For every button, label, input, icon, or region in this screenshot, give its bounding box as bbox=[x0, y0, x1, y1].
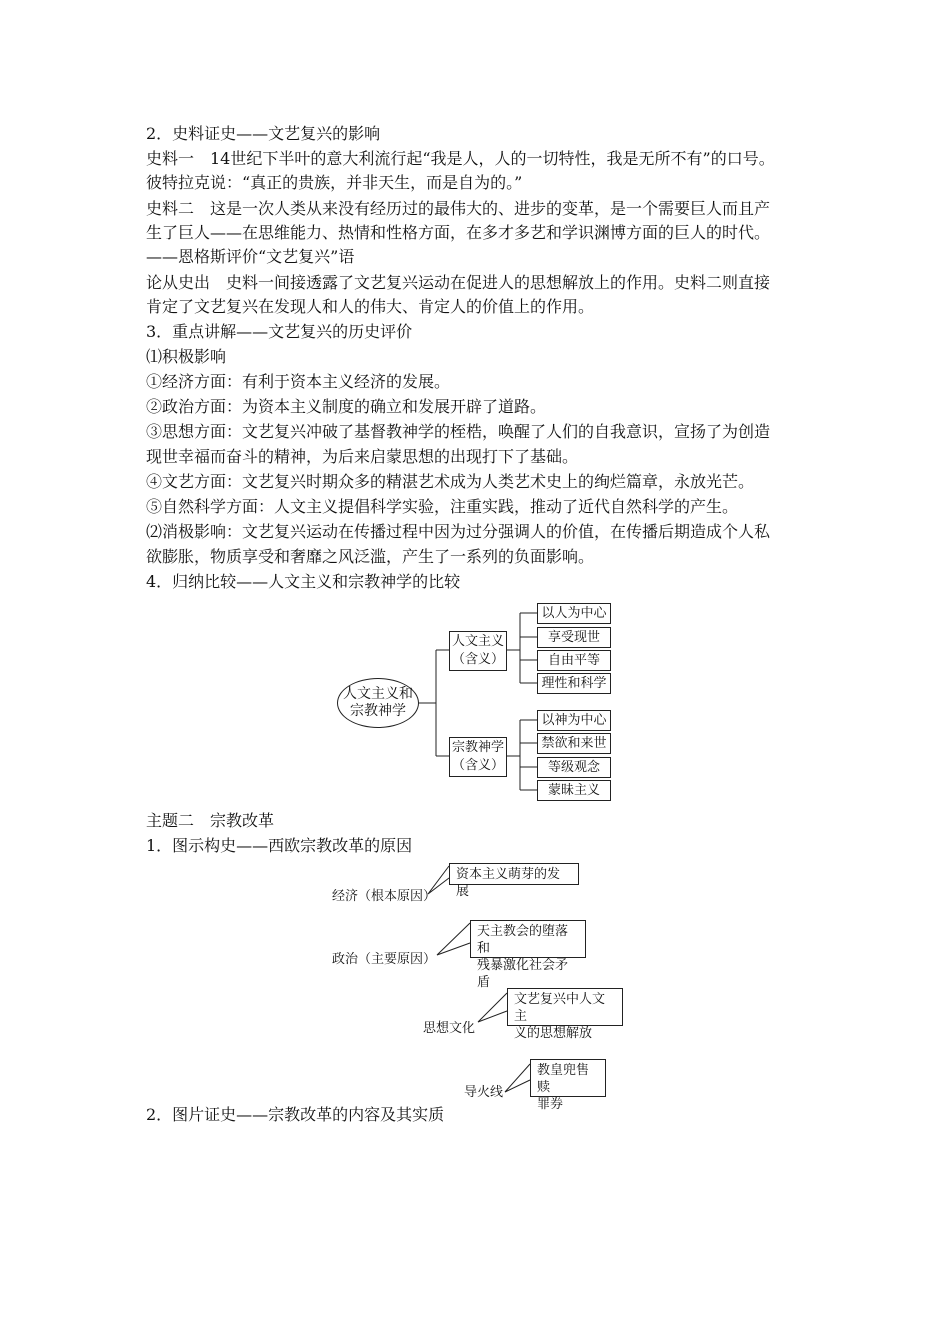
cause-culture-label: 思想文化 bbox=[423, 1021, 476, 1036]
section-title: 主题二 宗教改革 bbox=[146, 811, 275, 830]
cause-culture-text2: 义的思想解放 bbox=[514, 1026, 593, 1041]
humanism-item: 享受现世 bbox=[537, 627, 611, 648]
cause-culture-text1: 文艺复兴中人文主 bbox=[514, 992, 606, 1024]
humanism-item: 以人为中心 bbox=[537, 603, 611, 624]
negative-line2: 欲膨胀，物质享受和奢靡之风泛滥，产生了一系列的负面影响。 bbox=[146, 547, 595, 566]
negative-line1: ⑵消极影响：文艺复兴运动在传播过程中因为过分强调人的价值，在传播后期造成个人私 bbox=[146, 522, 771, 541]
positive-economy: ①经济方面：有利于资本主义经济的发展。 bbox=[146, 372, 451, 391]
humanism-item: 理性和科学 bbox=[537, 673, 611, 694]
theology-item: 禁欲和来世 bbox=[537, 733, 611, 754]
humanism-item: 自由平等 bbox=[537, 650, 611, 671]
theology-item: 蒙昧主义 bbox=[537, 780, 611, 801]
heading-picture-evidence: 2．图片证史——宗教改革的内容及其实质 bbox=[146, 1105, 445, 1124]
positive-thought-line2: 现世幸福而奋斗的精神，为后来启蒙思想的出现打下了基础。 bbox=[146, 447, 579, 466]
positive-science: ⑤自然科学方面：人文主义提倡科学实验，注重实践，推动了近代自然科学的产生。 bbox=[146, 497, 739, 516]
conclusion-line2: 肯定了文艺复兴在发现人和人的伟大、肯定人的价值上的作用。 bbox=[146, 297, 595, 316]
cause-politics-text1: 天主教会的堕落和 bbox=[477, 924, 569, 956]
theology-sublabel: （含义） bbox=[451, 758, 504, 773]
cause-trigger-text2: 罪券 bbox=[537, 1097, 564, 1112]
positive-heading: ⑴积极影响 bbox=[146, 347, 227, 366]
cause-trigger-label: 导火线 bbox=[464, 1085, 504, 1100]
source-two-line1: 史料二 这是一次人类从来没有经历过的最伟大的、进步的变革，是一个需要巨人而且产 bbox=[146, 199, 771, 218]
cause-politics-label: 政治（主要原因） bbox=[332, 952, 437, 967]
source-two-attribution: ——恩格斯评价“文艺复兴”语 bbox=[146, 247, 355, 266]
root-node-line1: 人文主义和 bbox=[343, 686, 413, 702]
conclusion-line1: 论从史出 史料一间接透露了文艺复兴运动在促进人的思想解放上的作用。史料二则直接 bbox=[146, 273, 771, 292]
cause-politics-box bbox=[470, 920, 586, 990]
source-one-line1: 史料一 14世纪下半叶的意大利流行起“我是人，人的一切特性，我是无所不有”的口号。 bbox=[146, 149, 775, 168]
cause-culture-box bbox=[507, 988, 623, 1041]
theology-item: 等级观念 bbox=[537, 757, 611, 778]
cause-politics-text2: 残暴激化社会矛盾 bbox=[477, 958, 569, 990]
cause-economy-box bbox=[449, 863, 579, 899]
positive-politics: ②政治方面：为资本主义制度的确立和发展开辟了道路。 bbox=[146, 397, 547, 416]
cause-trigger-box bbox=[530, 1059, 606, 1112]
heading-comparison: 4．归纳比较——人文主义和宗教神学的比较 bbox=[146, 572, 461, 591]
section-subtitle: 1．图示构史——西欧宗教改革的原因 bbox=[146, 836, 413, 855]
theology-item: 以神为中心 bbox=[537, 710, 611, 731]
heading-evaluation: 3．重点讲解——文艺复兴的历史评价 bbox=[146, 322, 413, 341]
cause-economy-label: 经济（根本原因） bbox=[332, 889, 437, 904]
theology-label: 宗教神学 bbox=[451, 740, 504, 755]
humanism-label: 人文主义 bbox=[451, 634, 504, 649]
root-node-line2: 宗教神学 bbox=[350, 703, 406, 719]
cause-trigger-text1: 教皇兜售赎 bbox=[537, 1063, 590, 1095]
heading-sources: 2．史料证史——文艺复兴的影响 bbox=[146, 124, 381, 143]
source-two-line2: 生了巨人——在思维能力、热情和性格方面，在多才多艺和学识渊博方面的巨人的时代。 bbox=[146, 223, 771, 242]
positive-arts: ④文艺方面：文艺复兴时期众多的精湛艺术成为人类艺术史上的绚烂篇章，永放光芒。 bbox=[146, 472, 755, 491]
source-one-line2: 彼特拉克说：“真正的贵族，并非天生，而是自为的。” bbox=[146, 173, 523, 192]
positive-thought-line1: ③思想方面：文艺复兴冲破了基督教神学的桎梏，唤醒了人们的自我意识，宣扬了为创造 bbox=[146, 422, 771, 441]
humanism-sublabel: （含义） bbox=[451, 652, 504, 667]
cause-economy-text: 资本主义萌芽的发展 bbox=[456, 867, 561, 899]
